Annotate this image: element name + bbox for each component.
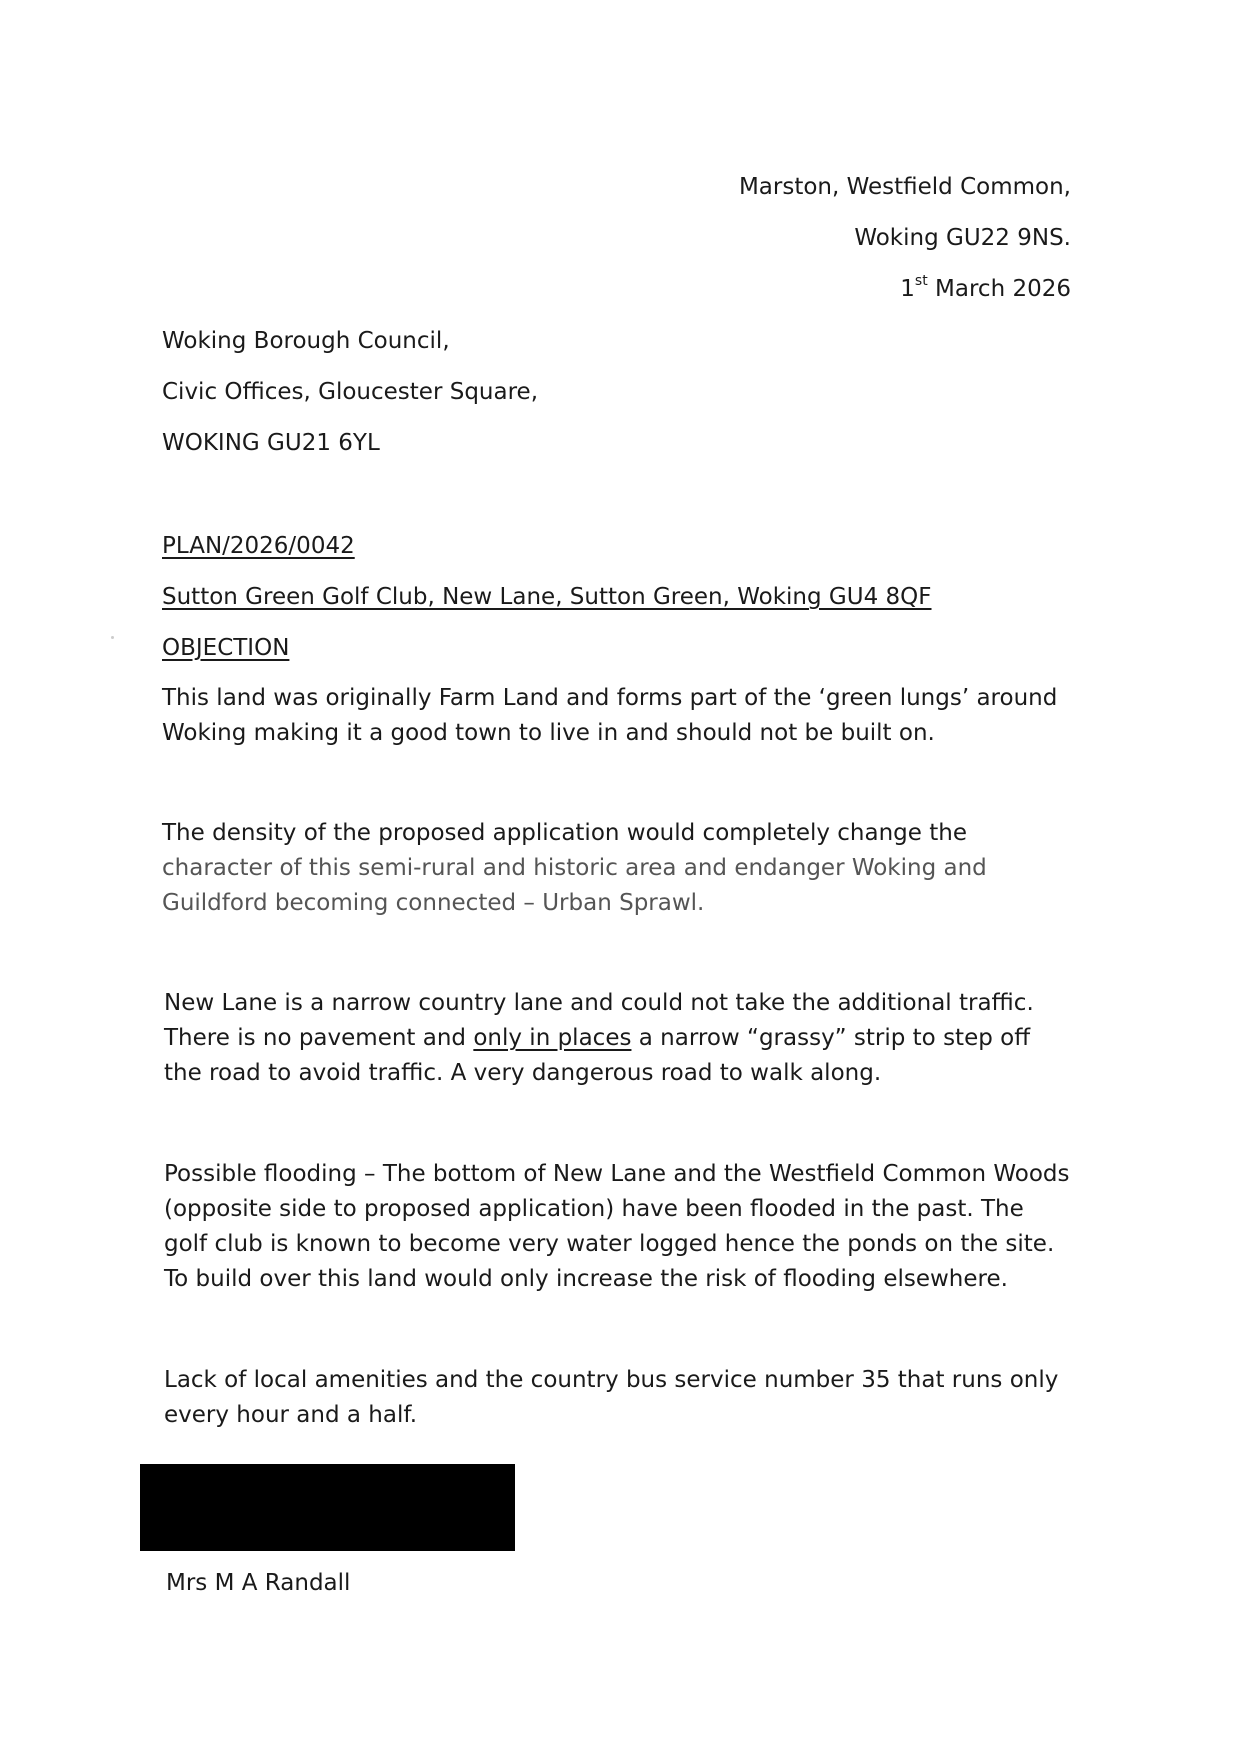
sender-address-line-2: Woking GU22 9NS. [854,225,1071,251]
letter-date-day: 1 [900,276,915,302]
sender-address-line-1: Marston, Westfield Common, [738,174,1071,200]
site-address: Sutton Green Golf Club, New Lane, Sutton Green, Woking GU4 8QF [162,584,932,610]
signatory-name: Mrs M A Randall [166,1570,351,1596]
recipient-address-line-3: WOKING GU21 6YL [162,430,380,456]
paragraph-density-line-3: Guildford becoming connected – Urban Sprawl. [162,890,705,916]
objection-heading: OBJECTION [162,635,290,661]
letter-date [900,272,1071,307]
letter-date-suffix: st [914,273,928,290]
paragraph-green-lungs: This land was originally Farm Land and forms part of the ‘green lungs’ around Woking making it a good town to live in and should not be built on. [162,685,1058,746]
paragraph-amenities: Lack of local amenities and the country bus service number 35 that runs only every hour and a half. [164,1367,1059,1428]
paragraph-traffic-text-start: New Lane is a narrow country lane and could not take the additional traffic. There is no pavement and [164,990,1034,1051]
paragraph-traffic-text-end: a narrow “grassy” strip to step off the road to avoid traffic. A very dangerous road to walk along. [164,1025,1031,1086]
letter-date-month-year: March 2026 [927,276,1071,302]
paragraph-density [162,816,1082,921]
scan-speck [111,636,114,639]
paragraph-traffic [164,986,1064,1091]
paragraph-density-line-2: character of this semi-rural and historic area and endanger Woking and [162,855,987,881]
paragraph-traffic-underlined: only in places [473,1025,632,1051]
recipient-address-line-2: Civic Offices, Gloucester Square, [162,379,539,405]
redacted-signature [140,1464,515,1551]
plan-reference: PLAN/2026/0042 [162,533,355,559]
paragraph-flooding: Possible flooding – The bottom of New Lane and the Westfield Common Woods (opposite side to proposed application) have been flooded in the past. The golf club is known to become very water logged hence the ponds on the site. To build over this land would only increase the risk of flooding elsewhere. [164,1161,1070,1292]
recipient-address-line-1: Woking Borough Council, [162,328,450,354]
paragraph-density-line-1: The density of the proposed application would completely change the [162,820,967,846]
